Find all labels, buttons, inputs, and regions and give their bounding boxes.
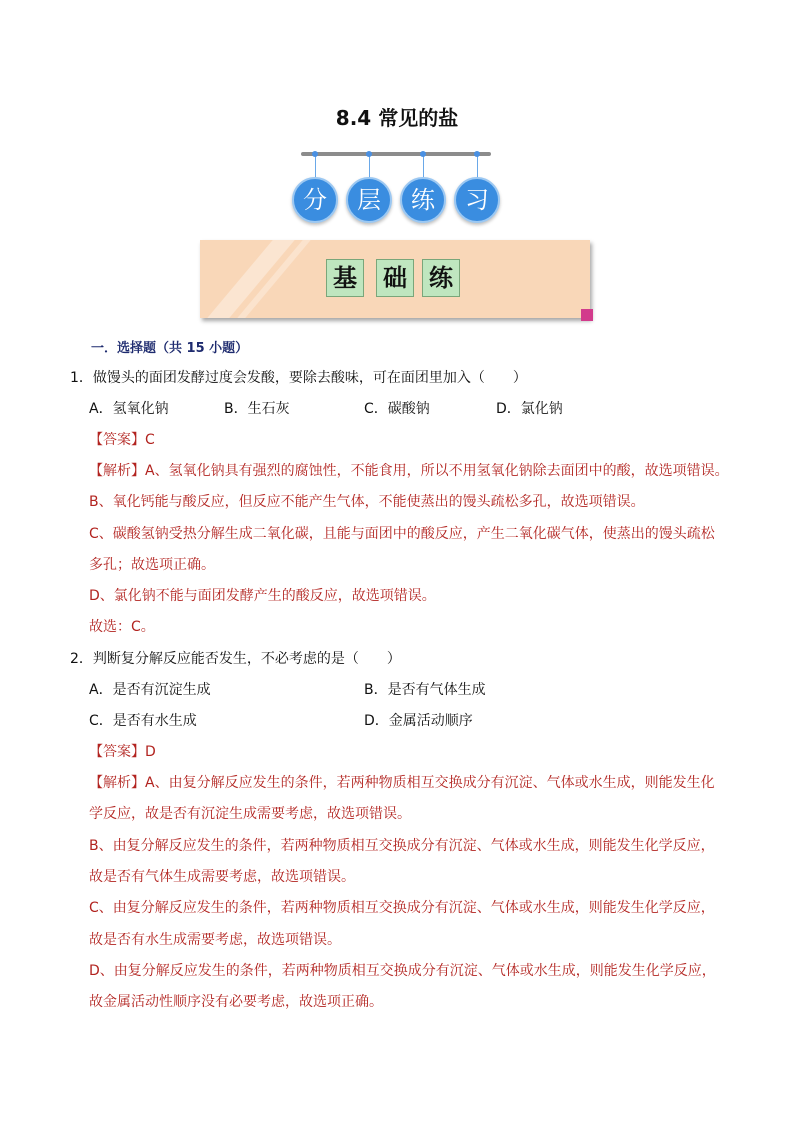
hanger-rail — [301, 152, 491, 156]
hanger-string — [423, 154, 424, 178]
hanger-knot — [420, 151, 426, 157]
document-title: 8.4 常见的盐 — [335, 106, 459, 130]
analysis-line: 故是否有气体生成需要考虑，故选项错误。 — [89, 869, 355, 885]
answer-line — [89, 430, 155, 450]
question-stem: 2．判断复分解反应能否发生，不必考虑的是（ ） — [70, 651, 401, 667]
banner-char: 练 — [422, 259, 460, 297]
section-heading: 一．选择题（共 15 小题） — [91, 341, 249, 356]
answer-line — [89, 742, 156, 762]
option-a: A．氢氧化钠 — [89, 401, 169, 417]
analysis-line — [89, 461, 729, 481]
answer-value: C — [145, 432, 155, 448]
analysis-line: 学反应，故是否有沉淀生成需要考虑，故选项错误。 — [89, 806, 411, 822]
badge-char: 分 — [292, 177, 338, 223]
hanger-knot — [312, 151, 318, 157]
analysis-line: C、由复分解反应发生的条件，若两种物质相互交换成分有沉淀、气体或水生成，则能发生化学反应， — [89, 900, 715, 916]
analysis-text: A、氢氧化钠具有强烈的腐蚀性，不能食用，所以不用氢氧化钠除去面团中的酸，故选项错误。 — [145, 463, 729, 479]
option-b: B．是否有气体生成 — [364, 682, 486, 698]
hanger-knot — [474, 151, 480, 157]
banner-corner — [581, 309, 593, 321]
option-a: A．是否有沉淀生成 — [89, 682, 211, 698]
hanger-string — [369, 154, 370, 178]
analysis-line: 故金属活动性顺序没有必要考虑，故选项正确。 — [89, 994, 383, 1010]
analysis-line: 故是否有水生成需要考虑，故选项错误。 — [89, 932, 341, 948]
hanger-knot — [366, 151, 372, 157]
answer-tag: 【答案】 — [89, 432, 145, 448]
option-c: C．碳酸钠 — [364, 401, 430, 417]
level-banner — [200, 240, 590, 318]
option-d: D．金属活动顺序 — [364, 713, 473, 729]
answer-value: D — [145, 744, 156, 760]
analysis-line: D、由复分解反应发生的条件，若两种物质相互交换成分有沉淀、气体或水生成，则能发生化学反应， — [89, 963, 716, 979]
option-b: B．生石灰 — [224, 401, 290, 417]
banner-char: 基 — [326, 259, 364, 297]
badge-char: 练 — [400, 177, 446, 223]
analysis-line — [89, 773, 715, 793]
hanger-string — [315, 154, 316, 178]
layered-practice-badges — [290, 177, 504, 225]
analysis-line: B、由复分解反应发生的条件，若两种物质相互交换成分有沉淀、气体或水生成，则能发生化学反应， — [89, 838, 715, 854]
analysis-line: D、氯化钠不能与面团发酵产生的酸反应，故选项错误。 — [89, 588, 436, 604]
badge-char: 层 — [346, 177, 392, 223]
analysis-tag: 【解析】 — [89, 775, 145, 791]
banner-char: 础 — [376, 259, 414, 297]
answer-tag: 【答案】 — [89, 744, 145, 760]
analysis-tag: 【解析】 — [89, 463, 145, 479]
analysis-line: C、碳酸氢钠受热分解生成二氧化碳，且能与面团中的酸反应，产生二氧化碳气体，使蒸出的馒头疏松 — [89, 526, 715, 542]
analysis-line: 故选：C。 — [89, 619, 155, 635]
analysis-line: 多孔；故选项正确。 — [89, 557, 215, 573]
hanger-string — [477, 154, 478, 178]
badge-char: 习 — [454, 177, 500, 223]
analysis-line: B、氧化钙能与酸反应，但反应不能产生气体，不能使蒸出的馒头疏松多孔，故选项错误。 — [89, 494, 645, 510]
analysis-text: A、由复分解反应发生的条件，若两种物质相互交换成分有沉淀、气体或水生成，则能发生化 — [145, 775, 715, 791]
question-stem: 1．做馒头的面团发酵过度会发酸，要除去酸味，可在面团里加入（ ） — [70, 370, 527, 386]
option-d: D．氯化钠 — [496, 401, 563, 417]
option-c: C．是否有水生成 — [89, 713, 197, 729]
